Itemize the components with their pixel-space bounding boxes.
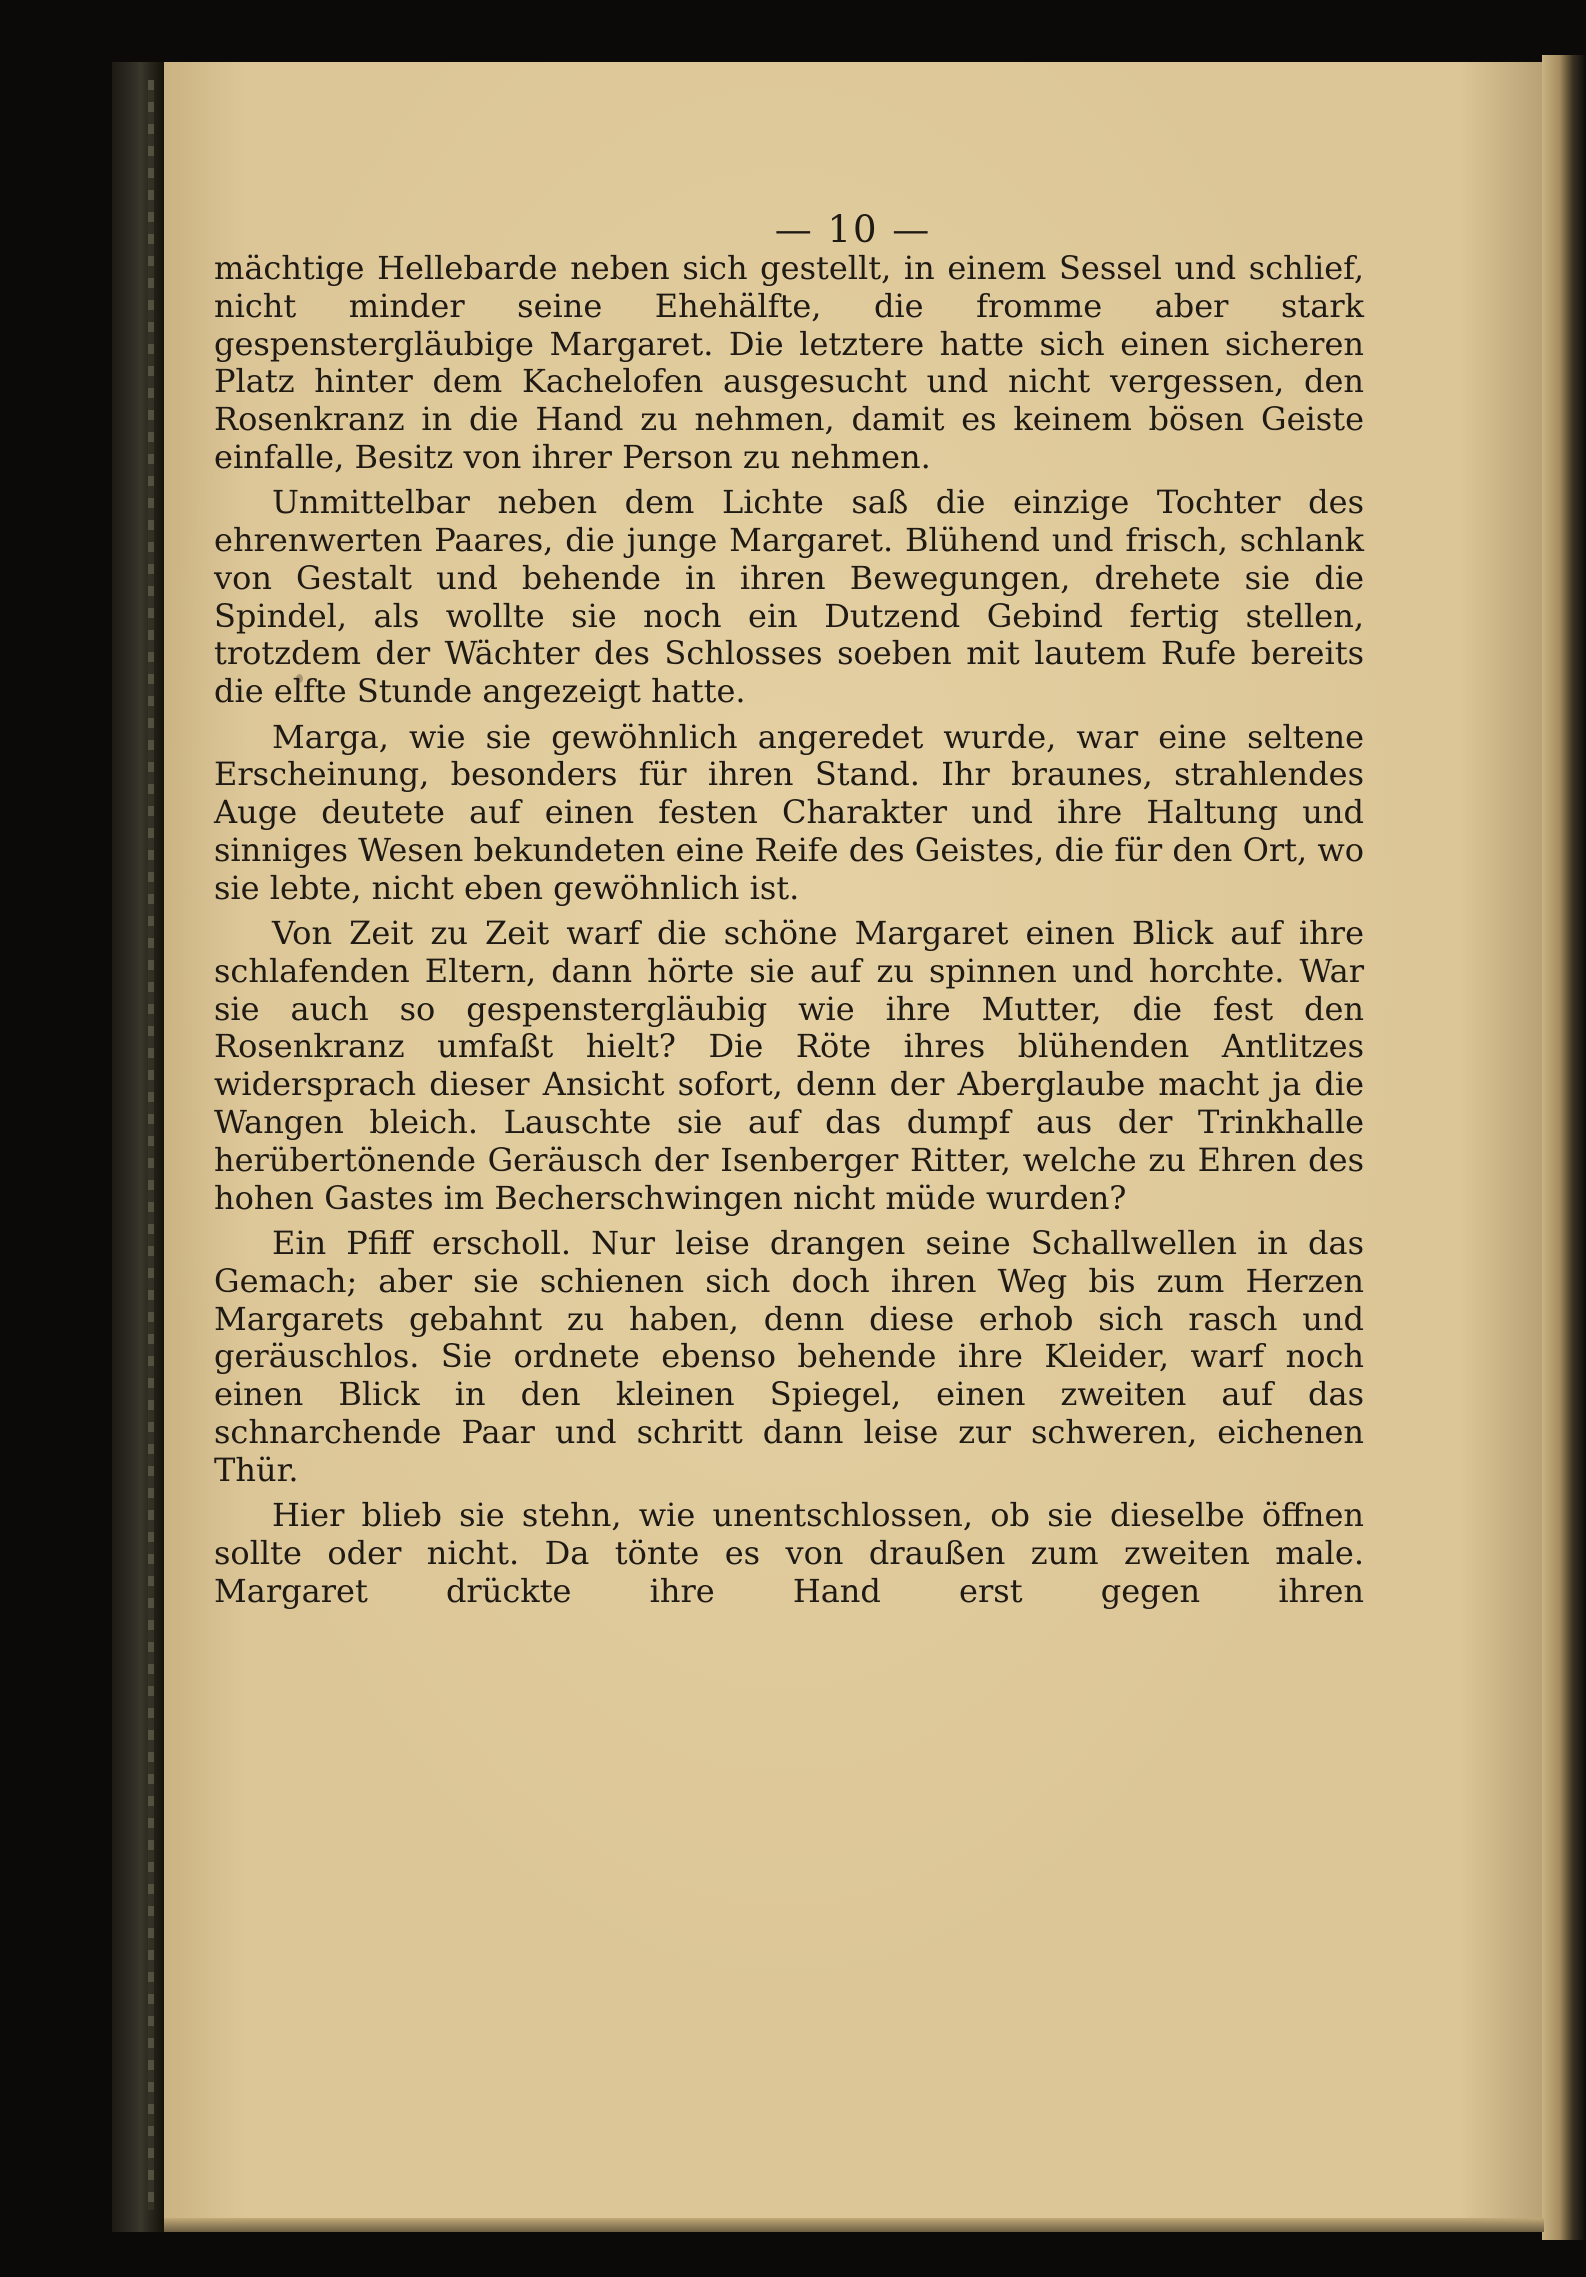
body-text [214,250,1364,1618]
paragraph-5: Ein Pfiff erscholl. Nur leise drangen seine Schallwellen in das Gemach; aber sie schienen sich doch ihren Weg bis zum Herzen Margarets gebahnt zu haben, denn diese erhob sich rasch und geräuschlos. Sie ordnete ebenso behende ihre Kleider, warf noch einen Blick in den kleinen Spiegel, einen zweiten auf das schnarchende Paar und schritt dann leise zur schweren, eichenen Thür. [214,1223,1364,1489]
page-right-edge [1542,55,1586,2240]
paragraph-1: mächtige Hellebarde neben sich gestellt, in einem Sessel und schlief, nicht minder seine Ehehälfte, die fromme aber stark gespenstergläubige Margaret. Die letztere hatte sich einen sicheren Platz hinter dem Kachelofen ausgesucht und nicht vergessen, den Rosenkranz in die Hand zu nehmen, damit es keinem bösen Geiste einfalle, Besitz von ihrer Person zu nehmen. [214,249,1364,476]
page-bottom-edge [164,2218,1544,2232]
spine-binding-stitch [148,80,154,2210]
book-spine [112,62,167,2232]
page-number: — 10 — [774,208,932,251]
paragraph-2: Unmittelbar neben dem Lichte saß die einzige Tochter des ehrenwerten Paares, die junge Margaret. Blühend und frisch, schlank von Gestalt und behende in ihren Bewegungen, drehete sie die Spindel, als wollte sie noch ein Dutzend Gebind fertig stellen, trotzdem der Wächter des Schlosses soeben mit lautem Rufe bereits die elfte Stunde angezeigt hatte. [214,483,1364,711]
paragraph-4: Von Zeit zu Zeit warf die schöne Margaret einen Blick auf ihre schlafenden Eltern, dann hörte sie auf zu spinnen und horchte. War sie auch so gespenstergläubig wie ihre Mutter, die fest den Rosenkranz umfaßt hielt? Die Röte ihres blühenden Antlitzes widersprach dieser Ansicht sofort, denn der Aberglaube macht ja die Wangen bleich. Lauschte sie auf das dumpf aus der Trinkhalle herübertönende Geräusch der Isenberger Ritter, welche zu Ehren des hohen Gastes im Becherschwingen nicht müde wurden? [214,914,1364,1217]
paragraph-6: Hier blieb sie stehn, wie unentschlossen, ob sie dieselbe öffnen sollte oder nicht. Da tönte es von draußen zum zweiten male. Margaret drückte ihre Hand erst gegen ihren [214,1496,1364,1610]
paragraph-3: Marga, wie sie gewöhnlich angeredet wurde, war eine seltene Erscheinung, besonders für ihren Stand. Ihr braunes, strahlendes Auge deutete auf einen festen Charakter und ihre Haltung und sinniges Wesen bekundeten eine Reife des Geistes, die für den Ort, wo sie lebte, nicht eben gewöhnlich ist. [214,717,1364,907]
